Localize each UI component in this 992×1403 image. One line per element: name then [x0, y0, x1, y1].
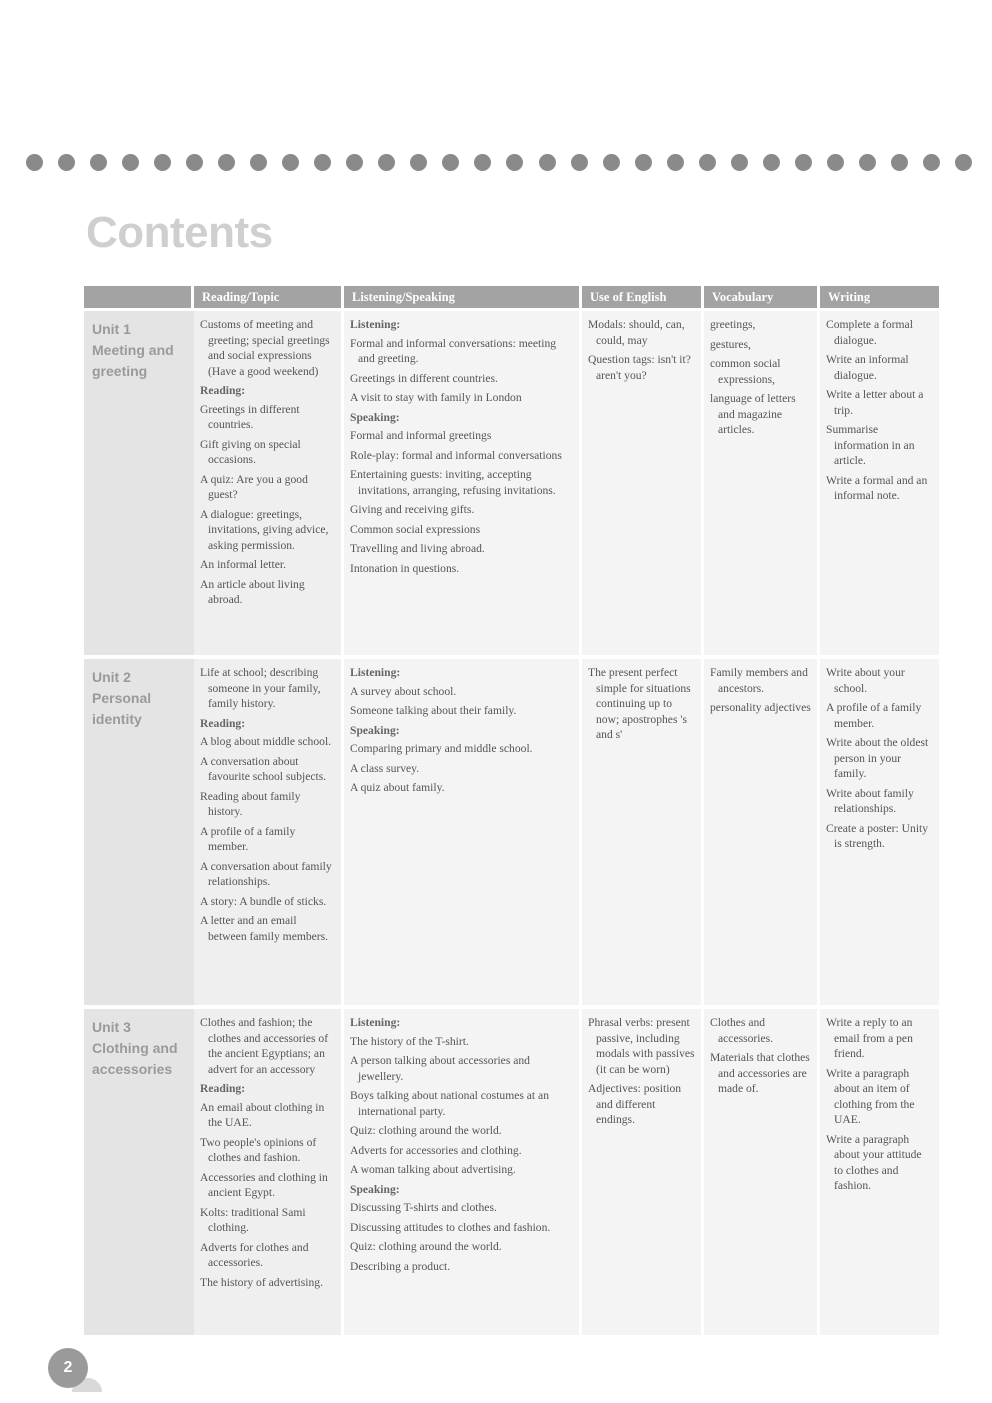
decorative-dot — [571, 154, 588, 171]
list-item: personality adjectives — [710, 701, 811, 714]
section-subheading: Reading: — [200, 1082, 246, 1095]
unit-label: Unit 3 — [92, 1019, 131, 1035]
section-subheading: Speaking: — [350, 723, 400, 737]
decorative-dot — [827, 154, 844, 171]
unit-name: Clothing and accessories — [92, 1040, 178, 1077]
list-item: A quiz about family. — [350, 781, 445, 794]
list-item: An article about living abroad. — [200, 577, 305, 606]
list-item: A survey about school. — [350, 684, 457, 698]
list-item: Family members and ancestors. — [710, 666, 808, 695]
list-item: Materials that clothes and accessories are made of. — [710, 1051, 810, 1095]
list-item: Intonation in questions. — [350, 561, 460, 575]
decorative-dot — [218, 154, 235, 171]
list-item: A woman talking about advertising. — [350, 1163, 516, 1176]
list-item: The history of the T-shirt. — [350, 1034, 469, 1048]
list-item: Comparing primary and middle school. — [350, 742, 533, 755]
decorative-dot — [731, 154, 748, 171]
unit-name: Meeting and greeting — [92, 342, 174, 379]
page-number: 2 — [48, 1348, 88, 1388]
header-use-of-english: Use of English — [582, 286, 704, 311]
decorative-dot — [667, 154, 684, 171]
list-item: Write about family relationships. — [826, 786, 914, 815]
list-item: Customs of meeting and greeting; special greetings and social expressions (Have a good weekend) — [200, 318, 330, 378]
unit-row — [84, 1009, 942, 1339]
list-item: Clothes and accessories. — [710, 1016, 774, 1045]
list-item: Role-play: formal and informal conversations — [350, 448, 562, 462]
listening-cell — [344, 659, 582, 1009]
use-of-english-cell — [582, 1009, 704, 1339]
list-item: Two people's opinions of clothes and fashion. — [200, 1135, 317, 1164]
list-item: Discussing attitudes to clothes and fashion. — [350, 1220, 551, 1234]
list-item: A conversation about family relationships. — [200, 859, 332, 888]
header-listening: Listening/Speaking — [344, 286, 582, 311]
unit-cell — [84, 311, 194, 659]
vocabulary-cell — [704, 311, 820, 659]
list-item: A conversation about favourite school subjects. — [200, 754, 327, 783]
decorative-dot — [891, 154, 908, 171]
reading-cell — [194, 1009, 344, 1339]
section-subheading: Speaking: — [350, 1182, 400, 1196]
decorative-dot — [90, 154, 107, 171]
list-item: Someone talking about their family. — [350, 704, 517, 717]
section-subheading: Reading: — [200, 384, 246, 397]
decorative-dot — [282, 154, 299, 171]
decorative-dot — [26, 154, 43, 171]
list-item: Entertaining guests: inviting, accepting invitations, arranging, refusing invitations. — [350, 468, 556, 497]
header-writing: Writing — [820, 286, 942, 311]
unit-cell — [84, 1009, 194, 1339]
decorative-dot — [122, 154, 139, 171]
decorative-dot — [410, 154, 427, 171]
decorative-dot — [763, 154, 780, 171]
list-item: Accessories and clothing in ancient Egypt. — [200, 1170, 328, 1199]
section-subheading: Listening: — [350, 318, 401, 331]
list-item: Modals: should, can, could, may — [588, 318, 685, 347]
list-item: An email about clothing in the UAE. — [200, 1100, 325, 1129]
section-subheading: Listening: — [350, 666, 401, 679]
list-item: Write about the oldest person in your family. — [826, 736, 929, 780]
page-title: Contents — [86, 208, 273, 257]
list-item: The history of advertising. — [200, 1275, 323, 1289]
list-item: Write a letter about a trip. — [826, 388, 924, 417]
list-item: Question tags: isn't it? aren't you? — [588, 353, 691, 382]
decorative-dot — [378, 154, 395, 171]
list-item: A person talking about accessories and jewellery. — [350, 1054, 530, 1083]
list-item: An informal letter. — [200, 558, 286, 571]
list-item: Life at school; describing someone in your family, family history. — [200, 666, 321, 710]
list-item: A story: A bundle of sticks. — [200, 894, 327, 908]
section-subheading: Reading: — [200, 716, 246, 730]
unit-label: Unit 2 — [92, 669, 131, 685]
decorative-dot — [859, 154, 876, 171]
decorative-dot — [58, 154, 75, 171]
list-item: Formal and informal conversations: meeting and greeting. — [350, 336, 557, 365]
listening-cell — [344, 1009, 582, 1339]
list-item: A quiz: Are you a good guest? — [200, 472, 308, 501]
header-unit — [84, 286, 194, 311]
table-header-row — [84, 286, 942, 311]
header-vocabulary: Vocabulary — [704, 286, 820, 311]
use-of-english-cell — [582, 311, 704, 659]
decorative-dot — [539, 154, 556, 171]
list-item: Adverts for clothes and accessories. — [200, 1240, 309, 1269]
list-item: Phrasal verbs: present passive, including modals with passives (it can be worn) — [588, 1016, 695, 1076]
decorative-dot — [474, 154, 491, 171]
writing-cell — [820, 659, 942, 1009]
decorative-dot — [506, 154, 523, 171]
list-item: A dialogue: greetings, invitations, giving advice, asking permission. — [200, 507, 329, 552]
list-item: Quiz: clothing around the world. — [350, 1124, 502, 1137]
list-item: A class survey. — [350, 761, 420, 775]
decorative-dot-row — [26, 154, 972, 176]
decorative-dot — [699, 154, 716, 171]
decorative-dot — [250, 154, 267, 171]
reading-cell — [194, 659, 344, 1009]
writing-cell — [820, 311, 942, 659]
list-item: common social expressions, — [710, 357, 781, 386]
list-item: Gift giving on special occasions. — [200, 437, 301, 466]
list-item: Greetings in different countries. — [200, 402, 300, 431]
decorative-dot — [154, 154, 171, 171]
list-item: Giving and receiving gifts. — [350, 503, 475, 516]
vocabulary-cell — [704, 659, 820, 1009]
section-subheading: Listening: — [350, 1016, 401, 1029]
list-item: Complete a formal dialogue. — [826, 318, 913, 347]
list-item: Write about your school. — [826, 666, 905, 695]
list-item: Summarise information in an article. — [826, 423, 915, 467]
unit-label: Unit 1 — [92, 321, 131, 337]
decorative-dot — [186, 154, 203, 171]
unit-name: Personal identity — [92, 690, 152, 727]
decorative-dot — [346, 154, 363, 171]
list-item: Formal and informal greetings — [350, 429, 492, 442]
list-item: Travelling and living abroad. — [350, 542, 485, 555]
list-item: greetings, — [710, 318, 756, 331]
list-item: Quiz: clothing around the world. — [350, 1240, 502, 1253]
list-item: The present perfect simple for situations continuing up to now; apostrophes 's and s' — [588, 666, 691, 741]
list-item: Boys talking about national costumes at an international party. — [350, 1089, 549, 1118]
header-reading: Reading/Topic — [194, 286, 344, 311]
list-item: Describing a product. — [350, 1259, 451, 1273]
decorative-dot — [603, 154, 620, 171]
list-item: Reading about family history. — [200, 789, 301, 818]
decorative-dot — [955, 154, 972, 171]
unit-row — [84, 659, 942, 1009]
list-item: Write a reply to an email from a pen friend. — [826, 1016, 913, 1060]
decorative-dot — [314, 154, 331, 171]
list-item: Write a paragraph about your attitude to clothes and fashion. — [826, 1132, 922, 1192]
list-item: A visit to stay with family in London — [350, 391, 522, 404]
list-item: Adjectives: position and different endings. — [588, 1082, 682, 1126]
list-item: Discussing T-shirts and clothes. — [350, 1201, 497, 1214]
unit-cell — [84, 659, 194, 1009]
decorative-dot — [923, 154, 940, 171]
list-item: Write a paragraph about an item of clothing from the UAE. — [826, 1066, 915, 1126]
list-item: Kolts: traditional Sami clothing. — [200, 1205, 306, 1234]
list-item: A profile of a family member. — [200, 824, 296, 853]
list-item: A letter and an email between family members. — [200, 914, 329, 943]
list-item: Write an informal dialogue. — [826, 353, 909, 382]
list-item: A profile of a family member. — [826, 701, 922, 730]
list-item: Write a formal and an informal note. — [826, 473, 928, 502]
section-subheading: Speaking: — [350, 410, 400, 424]
list-item: Greetings in different countries. — [350, 371, 498, 385]
list-item: A blog about middle school. — [200, 735, 332, 748]
decorative-dot — [635, 154, 652, 171]
use-of-english-cell — [582, 659, 704, 1009]
decorative-dot — [442, 154, 459, 171]
contents-table — [84, 286, 942, 1339]
vocabulary-cell — [704, 1009, 820, 1339]
unit-row — [84, 311, 942, 659]
list-item: Clothes and fashion; the clothes and accessories of the ancient Egyptians; an advert for an accessory — [200, 1016, 329, 1076]
list-item: Adverts for accessories and clothing. — [350, 1143, 522, 1157]
reading-cell — [194, 311, 344, 659]
list-item: language of letters and magazine articles. — [710, 392, 796, 436]
decorative-dot — [795, 154, 812, 171]
writing-cell — [820, 1009, 942, 1339]
list-item: Common social expressions — [350, 522, 481, 536]
listening-cell — [344, 311, 582, 659]
list-item: Create a poster: Unity is strength. — [826, 821, 929, 850]
list-item: gestures, — [710, 337, 751, 351]
